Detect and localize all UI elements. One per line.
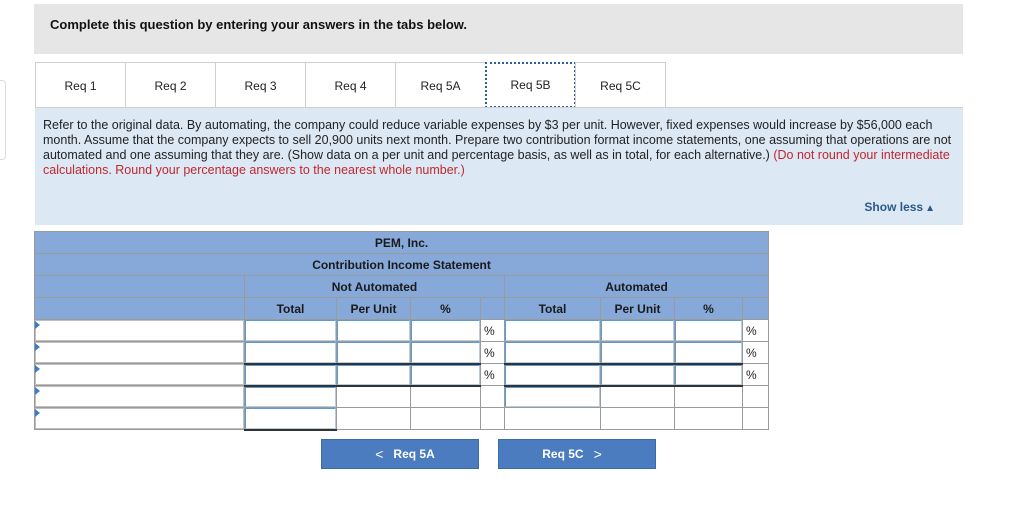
group-automated: Automated [505,276,769,298]
table-row [35,386,769,408]
line-item-dropdown[interactable] [35,408,245,430]
table-row [35,364,769,386]
tab-req-3[interactable]: Req 3 [215,62,306,108]
input-pct-not-automated[interactable] [411,342,481,364]
header-blank [35,298,245,320]
side-panel-stub [0,80,6,160]
input-pct-automated[interactable] [675,364,743,386]
header-title: Complete this question by entering your answers in the tabs below. [50,17,468,32]
col-per-unit-not-automated: Per Unit [337,298,411,320]
prev-req-5a-button[interactable] [321,439,479,469]
tab-req-1[interactable]: Req 1 [35,62,126,108]
input-total-not-automated[interactable] [245,342,337,364]
group-not-automated: Not Automated [245,276,505,298]
input-per-unit-not-automated[interactable] [337,320,411,342]
col-total-not-automated: Total [245,298,337,320]
col-pct-automated: % [675,298,743,320]
empty-cell [505,408,601,430]
empty-cell [481,408,505,430]
empty-cell [675,408,743,430]
empty-cell [743,386,769,408]
pct-sign: % [743,320,769,342]
empty-cell [601,408,675,430]
pct-sign: % [481,342,505,364]
header-blank [35,276,245,298]
line-item-dropdown[interactable] [35,364,245,386]
dropdown-arrow-icon [35,343,40,351]
col-pct-not-automated: % [411,298,481,320]
company-name: PEM, Inc. [35,232,769,254]
empty-cell [601,386,675,408]
input-total-automated[interactable] [505,364,601,386]
line-item-dropdown[interactable] [35,386,245,408]
question-header [34,4,963,54]
empty-cell [481,386,505,408]
input-pct-not-automated[interactable] [411,320,481,342]
instructions-note: (Do not round your intermediate calculations. Round your percentage answers to the nearest whole number.) [43,148,950,177]
input-per-unit-automated[interactable] [601,342,675,364]
input-total-not-automated[interactable] [245,364,337,386]
income-statement-table [34,231,769,431]
table-row [35,408,769,430]
input-pct-automated[interactable] [675,342,743,364]
tab-bar [35,62,665,108]
instructions-text: Refer to the original data. By automating, the company could reduce variable expenses by $3 per unit. However, fixed expenses would increase by $56,000 each month. Assume that the company expects to sell 20,900 units next month. Prepare two contribution format income statements, one assuming that operations are not automated and one assuming that they are. (Show data on a per unit and percentage basis, as well as in total, for each alternative.) [43,118,952,162]
header-blank [743,298,769,320]
col-per-unit-automated: Per Unit [601,298,675,320]
empty-cell [411,386,481,408]
tab-req-4[interactable]: Req 4 [305,62,396,108]
input-pct-not-automated[interactable] [411,364,481,386]
next-button-label: Req 5C [542,447,584,461]
pct-sign: % [481,364,505,386]
chevron-left-icon: < [375,446,384,462]
empty-cell [743,408,769,430]
statement-title: Contribution Income Statement [35,254,769,276]
input-total-not-automated[interactable] [245,408,337,430]
dropdown-arrow-icon [35,365,40,373]
table-row [35,320,769,342]
pct-sign: % [743,342,769,364]
input-per-unit-not-automated[interactable] [337,342,411,364]
dropdown-arrow-icon [35,409,40,417]
input-per-unit-not-automated[interactable] [337,364,411,386]
input-pct-automated[interactable] [675,320,743,342]
prev-button-label: Req 5A [393,447,435,461]
pct-sign: % [743,364,769,386]
next-req-5c-button[interactable] [498,439,656,469]
line-item-dropdown[interactable] [35,342,245,364]
dropdown-arrow-icon [35,321,40,329]
tab-req-2[interactable]: Req 2 [125,62,216,108]
tab-req-5b[interactable]: Req 5B [485,62,576,108]
table-row [35,342,769,364]
triangle-up-icon: ▲ [925,203,935,214]
pct-sign: % [481,320,505,342]
input-total-not-automated[interactable] [245,320,337,342]
header-blank [481,298,505,320]
empty-cell [337,408,411,430]
show-less-link[interactable] [864,200,935,216]
empty-cell [675,386,743,408]
tab-req-5c[interactable]: Req 5C [575,62,666,108]
empty-cell [411,408,481,430]
tab-req-5a[interactable]: Req 5A [395,62,486,108]
input-total-automated[interactable] [505,386,601,408]
instructions-panel [35,108,963,225]
empty-cell [337,386,411,408]
input-per-unit-automated[interactable] [601,364,675,386]
input-total-automated[interactable] [505,320,601,342]
input-total-automated[interactable] [505,342,601,364]
line-item-dropdown[interactable] [35,320,245,342]
input-total-not-automated[interactable] [245,386,337,408]
input-per-unit-automated[interactable] [601,320,675,342]
show-less-label: Show less [864,200,924,214]
chevron-right-icon: > [593,446,602,462]
col-total-automated: Total [505,298,601,320]
dropdown-arrow-icon [35,387,40,395]
